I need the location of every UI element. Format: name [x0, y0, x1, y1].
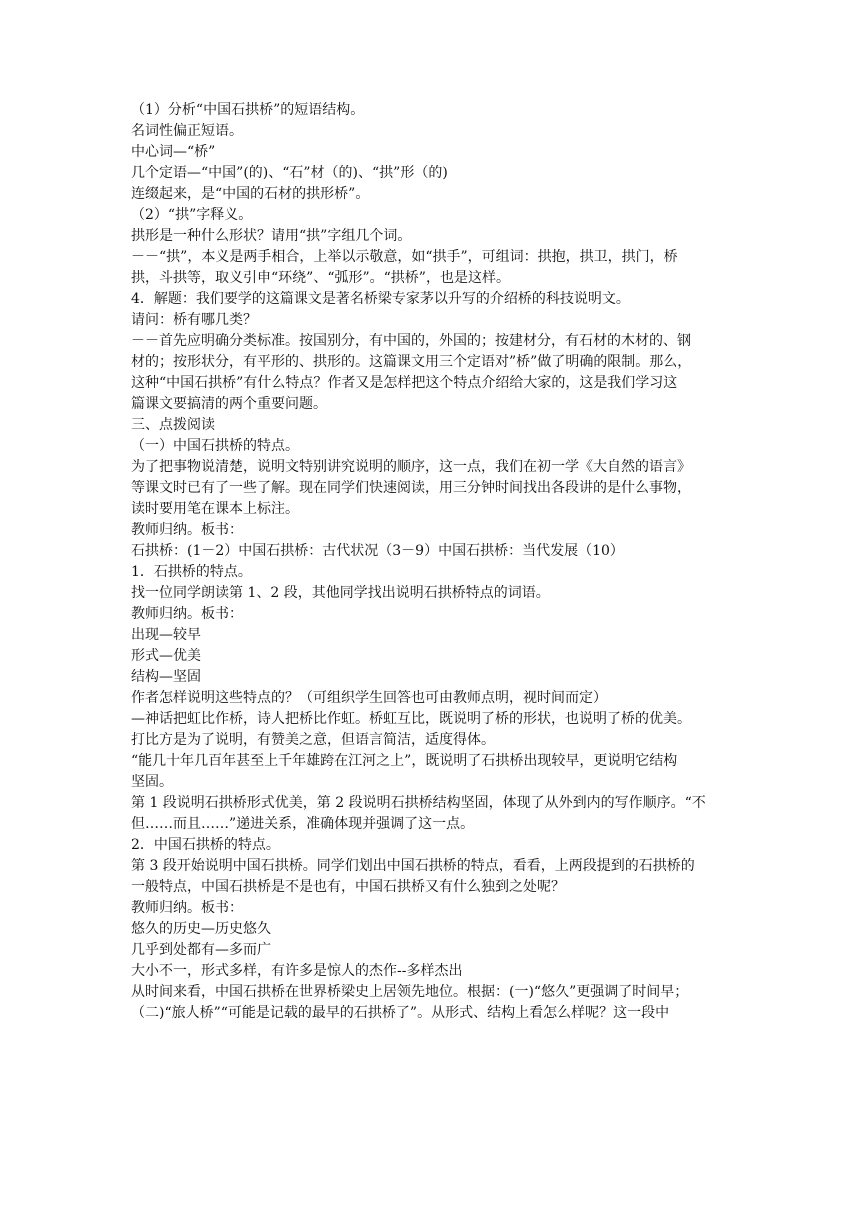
text-line: （一）中国石拱桥的特点。 [131, 438, 299, 454]
text-line: 读时要用笔在课本上标注。 [131, 501, 299, 517]
text-line: 悠久的历史—历史悠久 [131, 921, 271, 937]
text-line: 等课文时已有了一些了解。现在同学们快速阅读，用三分钟时间找出各段讲的是什么事物， [131, 480, 691, 496]
text-line: 作者怎样说明这些特点的？（可组织学生回答也可由教师点明，视时间而定） [131, 690, 607, 706]
text-line: 几乎到处都有—多而广 [131, 942, 271, 958]
text-line: 坚固。 [131, 774, 173, 790]
text-line: 材的；按形状分，有平形的、拱形的。这篇课文用三个定语对”桥”做了明确的限制。那么， [131, 354, 692, 370]
text-line: 连缀起来，是“中国的石材的拱形桥”。 [131, 186, 370, 202]
text-line: 几个定语—“中国”(的)、“石”材（的)、“拱”形（的) [131, 165, 448, 181]
text-line: 教师归纳。板书： [131, 606, 243, 622]
text-line: 形式—优美 [131, 648, 201, 664]
text-line: 但……而且……”递进关系，准确体现并强调了这一点。 [131, 816, 475, 832]
text-line: 2．中国石拱桥的特点。 [131, 837, 280, 853]
document-page [131, 100, 731, 1024]
text-line: （二)“旅人桥”“可能是记载的最早的石拱桥了”。从形式、结构上看怎么样呢？这一段中 [131, 1005, 670, 1021]
text-line: 请问：桥有哪几类？ [131, 312, 257, 328]
text-line: 出现—较早 [131, 627, 201, 643]
text-line: 4．解题：我们要学的这篇课文是著名桥梁专家茅以升写的介绍桥的科技说明文。 [131, 291, 630, 307]
text-line: 名词性偏正短语。 [131, 123, 243, 139]
text-line: 大小不一，形式多样，有许多是惊人的杰作--多样杰出 [131, 963, 463, 979]
text-line: 石拱桥：(1－2）中国石拱桥：古代状况（3－9）中国石拱桥：当代发展（10） [131, 543, 624, 559]
text-line: 第 3 段开始说明中国石拱桥。同学们划出中国石拱桥的特点，看看，上两段提到的石拱桥的 [131, 858, 695, 874]
text-line: 第 1 段说明石拱桥形式优美，第 2 段说明石拱桥结构坚固，体现了从外到内的写作顺序。“不 [131, 795, 706, 811]
text-line: 这种“中国石拱桥”有什么特点？作者又是怎样把这个特点介绍给大家的，这是我们学习这 [131, 375, 678, 391]
text-line: 一般特点，中国石拱桥是不是也有，中国石拱桥又有什么独到之处呢？ [131, 879, 565, 895]
text-line: 教师归纳。板书： [131, 522, 243, 538]
text-line: 为了把事物说清楚，说明文特别讲究说明的顺序，这一点，我们在初一学《大自然的语言》 [131, 459, 691, 475]
text-line: （2）“拱”字释义。 [131, 207, 253, 223]
section-heading: 三、点拨阅读 [131, 417, 215, 433]
text-line: 教师归纳。板书： [131, 900, 243, 916]
text-line: 打比方是为了说明，有赞美之意，但语言简洁，适度得体。 [131, 732, 495, 748]
text-line: 从时间来看，中国石拱桥在世界桥梁史上居领先地位。根据：(一)“悠久”更强调了时间早； [131, 984, 689, 1000]
text-line: —神话把虹比作桥，诗人把桥比作虹。桥虹互比，既说明了桥的形状，也说明了桥的优美。 [131, 711, 691, 727]
text-line: 篇课文要搞清的两个重要问题。 [131, 396, 327, 412]
text-line: 找一位同学朗读第 1、2 段，其他同学找出说明石拱桥特点的词语。 [131, 585, 550, 601]
text-line: （1）分析“中国石拱桥”的短语结构。 [131, 102, 365, 118]
text-line: 拱形是一种什么形状？请用“拱”字组几个词。 [131, 228, 412, 244]
text-line: “能几十年几百年甚至上千年雄跨在江河之上”，既说明了石拱桥出现较早，更说明它结构 [131, 753, 678, 769]
text-line: 中心词—“桥” [131, 144, 216, 160]
text-line: 1．石拱桥的特点。 [131, 564, 252, 580]
text-line: －－首先应明确分类标准。按国别分，有中国的，外国的；按建材分，有石材的木材的、钢 [131, 333, 691, 349]
text-line: 结构—坚固 [131, 669, 201, 685]
text-line: 拱，斗拱等，取义引申“环绕”、“弧形”。“拱桥”，也是这样。 [131, 270, 510, 286]
text-line: －－“拱”，本义是两手相合，上举以示敬意，如“拱手”，可组词：拱抱，拱卫，拱门，桥 [131, 249, 678, 265]
